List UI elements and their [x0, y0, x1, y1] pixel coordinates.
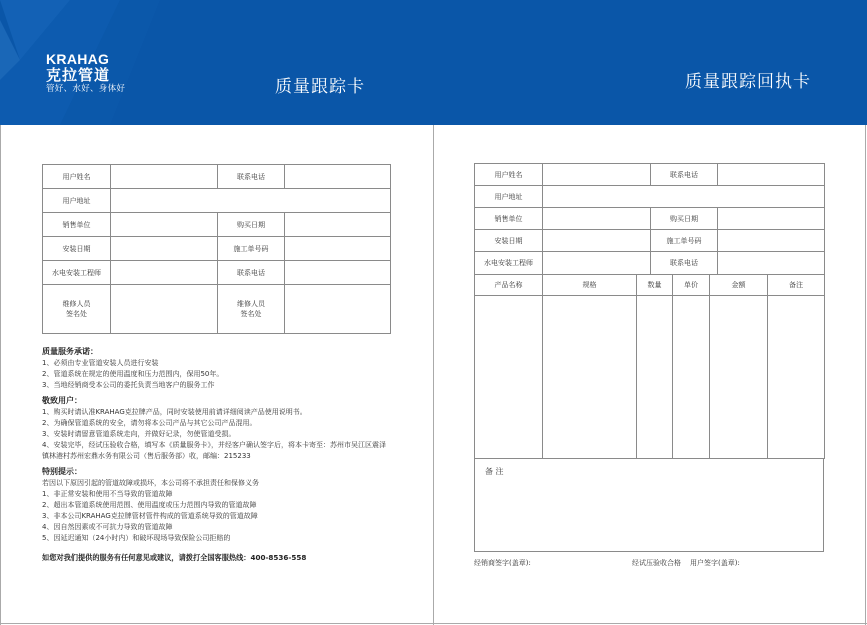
label-user-address: 用户地址: [43, 189, 111, 213]
table-row: [43, 237, 391, 261]
brand-logo: [46, 52, 125, 95]
label-user-name: 用户姓名: [475, 164, 543, 186]
field-repair-sign[interactable]: [111, 285, 218, 334]
cell-quantity[interactable]: [637, 296, 673, 459]
field-install-date[interactable]: [543, 230, 651, 252]
label-purchase-date: 购买日期: [651, 208, 718, 230]
table-row: [43, 213, 391, 237]
service-hotline: 如您对我们提供的服务有任何意见或建议，请拨打全国客服热线：400-8536-558: [42, 553, 307, 562]
cell-unit-price[interactable]: [673, 296, 710, 459]
service-notes: [42, 346, 392, 564]
list-item: 4、因自然因素或不可抗力导致的管道故障: [42, 523, 173, 531]
field-contact-phone-2[interactable]: [285, 261, 391, 285]
table-row: [475, 252, 825, 275]
label-sales-unit: 销售单位: [43, 213, 111, 237]
field-purchase-date[interactable]: [718, 208, 825, 230]
table-row: [475, 186, 825, 208]
cell-product-name[interactable]: [475, 296, 543, 459]
field-repair-sign-2[interactable]: [285, 285, 391, 334]
label-repair-sign-2: [218, 285, 285, 334]
field-user-name[interactable]: [111, 165, 218, 189]
list-item: 2、超出本管道系统使用范围、使用温度或压力范围内导致的管道故障: [42, 501, 257, 509]
brand-name-en: KRAHAG: [46, 51, 110, 67]
field-install-date[interactable]: [111, 237, 218, 261]
table-row: [43, 189, 391, 213]
brand-name-cn: 克拉管道: [46, 66, 111, 84]
field-plumber[interactable]: [111, 261, 218, 285]
product-table: [474, 274, 825, 459]
left-border: [0, 125, 1, 625]
user-signature: 用户签字(盖章):: [690, 559, 740, 567]
label-install-date: 安装日期: [475, 230, 543, 252]
label-plumber: 水电安装工程师: [475, 252, 543, 275]
header-unit-price: 单价: [673, 275, 710, 296]
list-item: 3、当地经销商受本公司的委托负责当地客户的服务工作: [42, 381, 215, 389]
field-purchase-date[interactable]: [285, 213, 391, 237]
label-contact-phone: 联系电话: [218, 165, 285, 189]
repair-sign-line-2b: 签名处: [240, 310, 262, 318]
table-row: [475, 230, 825, 252]
header-amount: 金额: [710, 275, 768, 296]
list-item: 3、安装时请留意管道系统走向，并做好记录，勿使管道受损。: [42, 430, 236, 438]
field-construction-no[interactable]: [285, 237, 391, 261]
label-install-date: 安装日期: [43, 237, 111, 261]
remarks-label: 备 注: [485, 467, 504, 476]
field-contact-phone-2[interactable]: [718, 252, 825, 275]
cell-remark[interactable]: [768, 296, 825, 459]
field-user-address[interactable]: [111, 189, 391, 213]
cell-spec[interactable]: [543, 296, 637, 459]
right-card-title: 质量跟踪回执卡: [685, 72, 811, 92]
table-row: [475, 208, 825, 230]
bottom-border: [0, 623, 867, 624]
field-user-address[interactable]: [543, 186, 825, 208]
header-spec: 规格: [543, 275, 637, 296]
promise-heading: 质量服务承诺：: [42, 347, 98, 356]
list-item: 1、必须由专业管道安装人员进行安装: [42, 359, 159, 367]
repair-sign-line-1b: 维修人员: [237, 300, 265, 308]
list-item: 3、非本公司KRAHAG克拉牌管材管件构成的管道系统导致的管道故障: [42, 512, 258, 520]
field-construction-no[interactable]: [718, 230, 825, 252]
field-contact-phone[interactable]: [285, 165, 391, 189]
product-header-row: [475, 275, 825, 296]
list-item: 1、非正常安装和使用不当导致的管道故障: [42, 490, 173, 498]
right-info-table: [474, 163, 825, 275]
repair-sign-line-1: 维修人员: [62, 300, 91, 308]
field-plumber[interactable]: [543, 252, 651, 275]
header-quantity: 数量: [637, 275, 673, 296]
center-fold-line: [433, 125, 434, 625]
brand-slogan: 管好、水好、身体好: [46, 84, 126, 94]
field-sales-unit[interactable]: [111, 213, 218, 237]
right-border: [865, 125, 866, 625]
pressure-test-note: 经试压验收合格: [632, 559, 681, 567]
table-row: [43, 165, 391, 189]
field-user-name[interactable]: [543, 164, 651, 186]
list-item: 5、因延迟通知（24小时内）和破坏现场导致保险公司拒赔的: [42, 534, 231, 542]
header-product-name: 产品名称: [475, 275, 543, 296]
product-body-row: [475, 296, 825, 459]
repair-sign-line-2: 签名处: [66, 310, 87, 318]
label-construction-no: 施工单号码: [218, 237, 285, 261]
list-item: 2、为确保管道系统的安全，请勿将本公司产品与其它公司产品混用。: [42, 419, 257, 427]
label-sales-unit: 销售单位: [475, 208, 543, 230]
label-purchase-date: 购买日期: [218, 213, 285, 237]
dealer-signature: 经销商签字(盖章):: [474, 559, 531, 567]
label-plumber: 水电安装工程师: [43, 261, 111, 285]
label-construction-no: 施工单号码: [651, 230, 718, 252]
remarks-box: [474, 458, 824, 552]
field-contact-phone[interactable]: [718, 164, 825, 186]
list-item: 2、管道系统在规定的使用温度和压力范围内，保用50年。: [42, 370, 224, 378]
list-item: 1、购买时请认准KRAHAG克拉牌产品，同时安装使用前请详细阅读产品使用说明书。: [42, 408, 307, 416]
tips-intro: 若因以下原因引起的管道故障或损坏，本公司将不承担责任和保修义务: [42, 479, 259, 487]
label-user-name: 用户姓名: [43, 165, 111, 189]
table-row: [43, 261, 391, 285]
table-row: [43, 285, 391, 334]
table-row: [475, 164, 825, 186]
field-sales-unit[interactable]: [543, 208, 651, 230]
list-item: 4、安装完毕，经试压验收合格，填写本《质量服务卡》，并经客户确认签字后，将本卡寄至：苏州市吴江区震泽镇林港村苏州宏鼎水务有限公司（售后服务部）收，邮编：215233: [42, 441, 386, 460]
left-card-title: 质量跟踪卡: [275, 77, 365, 97]
label-user-address: 用户地址: [475, 186, 543, 208]
left-info-table: [42, 164, 391, 334]
tips-heading: 特别提示：: [42, 467, 82, 476]
header-banner: [0, 0, 867, 125]
label-contact-phone: 联系电话: [651, 164, 718, 186]
label-contact-phone-2: 联系电话: [651, 252, 718, 275]
cell-amount[interactable]: [710, 296, 768, 459]
users-heading: 敬致用户：: [42, 396, 82, 405]
label-contact-phone-2: 联系电话: [218, 261, 285, 285]
header-remark: 备注: [768, 275, 825, 296]
label-repair-sign: [43, 285, 111, 334]
remarks-field[interactable]: [475, 459, 824, 552]
